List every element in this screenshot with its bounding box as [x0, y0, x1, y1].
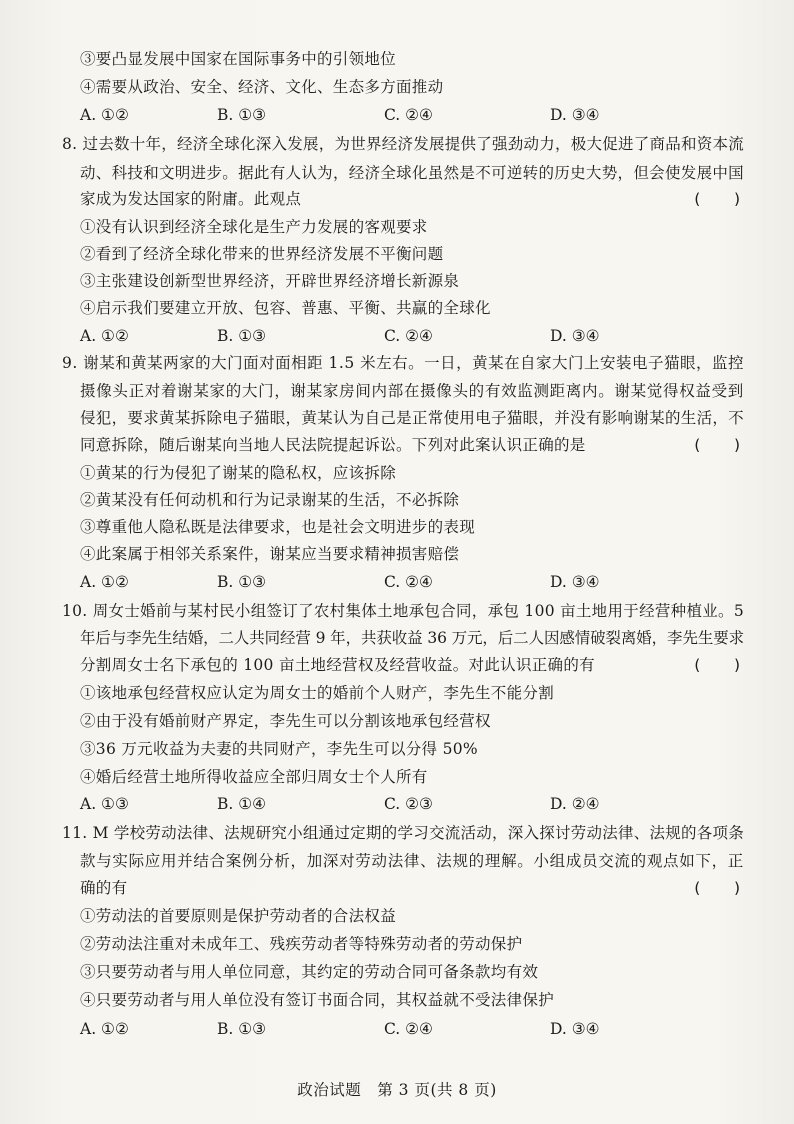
q10-answer-blank: ( ): [692, 656, 742, 674]
q9-item-1: ①黄某的行为侵犯了谢某的隐私权，应该拆除: [80, 464, 397, 482]
q8-item-4: ④启示我们要建立开放、包容、普惠、平衡、共赢的全球化: [80, 299, 491, 317]
q10-stem-line-1: 10. 周女士婚前与某村民小组签订了农村集体土地承包合同，承包 100 亩土地用于经营种植业。5: [62, 602, 744, 620]
q8-stem-line-3: 家成为发达国家的附庸。此观点: [80, 190, 302, 208]
q10-item-3: ③36 万元收益为夫妻的共同财产，李先生可以分得 50%: [80, 740, 478, 758]
q10-option-a: A. ①③: [80, 795, 129, 813]
q7-option-b: B. ①③: [217, 106, 267, 124]
q8-stem-line-1: 8. 过去数十年，经济全球化深入发展，为世界经济发展提供了强劲动力，极大促进了商品和资本流: [62, 135, 744, 153]
q7-item-3: ③要凸显发展中国家在国际事务中的引领地位: [80, 50, 397, 68]
page-footer: 政治试题 第 3 页(共 8 页): [297, 1081, 497, 1099]
q9-item-3: ③尊重他人隐私既是法律要求，也是社会文明进步的表现: [80, 518, 476, 536]
q7-option-c: C. ②④: [384, 106, 433, 124]
q11-option-b: B. ①③: [217, 1020, 267, 1038]
q11-item-1: ①劳动法的首要原则是保护劳动者的合法权益: [80, 907, 397, 925]
q8-item-2: ②看到了经济全球化带来的世界经济发展不平衡问题: [80, 245, 444, 263]
q10-option-c: C. ②③: [384, 795, 433, 813]
q9-option-a: A. ①②: [80, 573, 129, 591]
q10-stem-line-3: 分割周女士名下承包的 100 亩土地经营权及经营收益。对此认识正确的有: [80, 656, 595, 674]
q10-stem-line-2: 年后与李先生结婚，二人共同经营 9 年，共获收益 36 万元，后二人因感情破裂离婚，李先生要求: [80, 629, 744, 647]
q11-item-4: ④只要劳动者与用人单位没有签订书面合同，其权益就不受法律保护: [80, 991, 555, 1009]
q9-stem-line-4: 同意拆除，随后谢某向当地人民法院提起诉讼。下列对此案认识正确的是: [80, 436, 586, 454]
q8-item-3: ③主张建设创新型世界经济，开辟世界经济增长新源泉: [80, 272, 460, 290]
q10-item-2: ②由于没有婚前财产界定，李先生可以分割该地承包经营权: [80, 712, 491, 730]
q11-item-3: ③只要劳动者与用人单位同意，其约定的劳动合同可备条款均有效: [80, 963, 539, 981]
q11-item-2: ②劳动法注重对未成年工、残疾劳动者等特殊劳动者的劳动保护: [80, 935, 523, 953]
q11-stem-line-3: 确的有: [80, 879, 128, 897]
q9-option-b: B. ①③: [217, 573, 267, 591]
q9-item-2: ②黄某没有任何动机和行为记录谢某的生活，不必拆除: [80, 491, 460, 509]
q7-option-d: D. ③④: [550, 106, 600, 124]
q9-stem-line-2: 摄像头正对着谢某家的大门，谢某家房间内部在摄像头的有效监测距离内。谢某觉得权益受到: [80, 382, 744, 400]
q8-option-d: D. ③④: [550, 327, 600, 345]
q8-option-a: A. ①②: [80, 327, 129, 345]
q11-stem-line-2: 款与实际应用并结合案例分析，加深对劳动法律、法规的理解。小组成员交流的观点如下，正: [80, 852, 744, 870]
q7-option-a: A. ①②: [80, 106, 129, 124]
q8-option-b: B. ①③: [217, 327, 267, 345]
q8-item-1: ①没有认识到经济全球化是生产力发展的客观要求: [80, 218, 428, 236]
q11-option-d: D. ③④: [550, 1020, 600, 1038]
q9-stem-line-1: 9. 谢某和黄某两家的大门面对面相距 1.5 米左右。一日，黄某在自家大门上安装电子猫眼，监控: [62, 354, 744, 372]
q9-answer-blank: ( ): [692, 436, 742, 454]
q10-item-4: ④婚后经营土地所得收益应全部归周女士个人所有: [80, 768, 428, 786]
q8-option-c: C. ②④: [384, 327, 433, 345]
q11-option-c: C. ②④: [384, 1020, 433, 1038]
q7-item-4: ④需要从政治、安全、经济、文化、生态多方面推动: [80, 78, 444, 96]
q10-option-d: D. ②④: [550, 795, 600, 813]
q11-answer-blank: ( ): [692, 879, 742, 897]
q9-stem-line-3: 侵犯，要求黄某拆除电子猫眼，黄某认为自己是正常使用电子猫眼，并没有影响谢某的生活，不: [80, 409, 744, 427]
q8-stem-line-2: 动、科技和文明进步。据此有人认为，经济全球化虽然是不可逆转的历史大势，但会使发展中国: [80, 164, 744, 182]
q9-option-c: C. ②④: [384, 573, 433, 591]
q8-answer-blank: ( ): [692, 190, 742, 208]
q9-item-4: ④此案属于相邻关系案件，谢某应当要求精神损害赔偿: [80, 545, 460, 563]
q10-option-b: B. ①④: [217, 795, 267, 813]
q11-stem-line-1: 11. M 学校劳动法律、法规研究小组通过定期的学习交流活动，深入探讨劳动法律、法规的各项条: [62, 824, 744, 842]
q10-item-1: ①该地承包经营权应认定为周女士的婚前个人财产，李先生不能分割: [80, 684, 555, 702]
q11-option-a: A. ①②: [80, 1020, 129, 1038]
q9-option-d: D. ③④: [550, 573, 600, 591]
